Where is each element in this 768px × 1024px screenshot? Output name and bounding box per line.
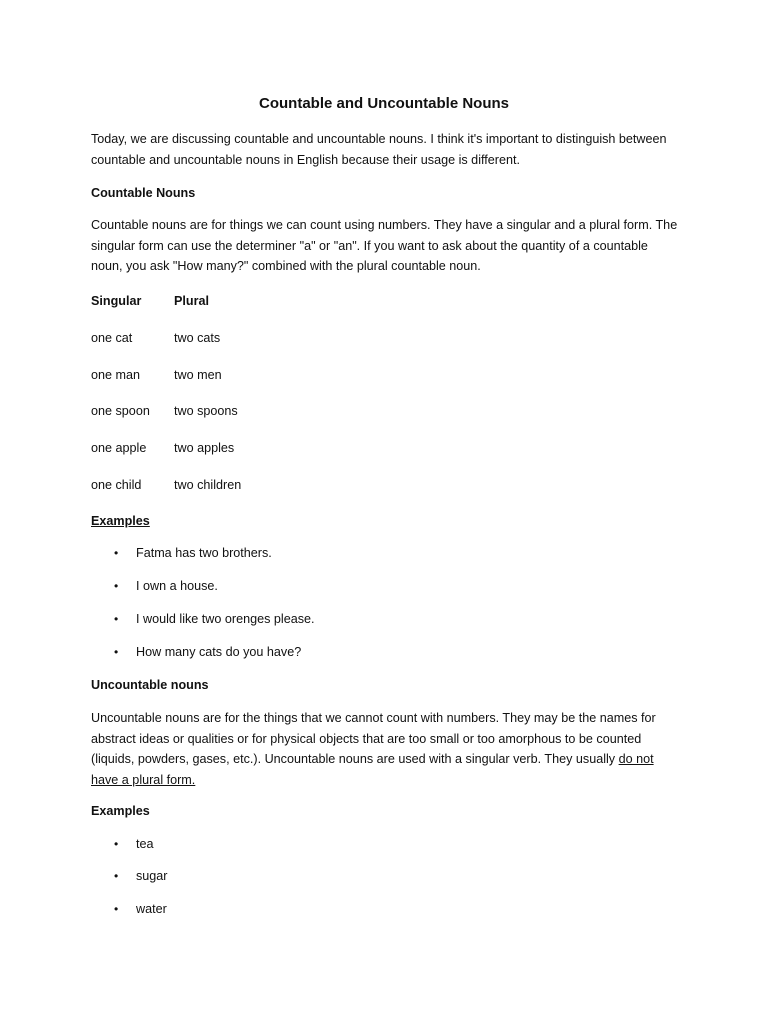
uncountable-paragraph-text: Uncountable nouns are for the things that we cannot count with numbers. They may be the names for abstract ideas or qualities or for physical objects that are too small or too amorphous to be counted (liquids, powders, gases, etc.). Uncountable nouns are used with a singular verb. They usually <box>91 711 656 766</box>
uncountable-nouns-paragraph <box>91 708 681 790</box>
uncountable-paragraph-underlined: do not have a plural form. <box>91 752 654 787</box>
list-item-text: How many cats do you have? <box>136 645 302 659</box>
table-cell-plural: two cats <box>174 331 221 345</box>
list-item-text: water <box>136 902 167 916</box>
document-title: Countable and Uncountable Nouns <box>259 95 509 112</box>
list-item-text: Fatma has two brothers. <box>136 546 272 560</box>
table-cell-plural: two men <box>174 368 222 382</box>
list-item-text: I would like two orenges please. <box>136 612 315 626</box>
examples-heading-countable: Examples <box>91 514 150 528</box>
bullet-icon: • <box>114 837 119 851</box>
table-cell-singular: one child <box>91 478 142 492</box>
bullet-icon: • <box>114 869 119 883</box>
bullet-icon: • <box>114 902 119 916</box>
list-item-text: tea <box>136 837 154 851</box>
table-cell-singular: one man <box>91 368 141 382</box>
table-cell-singular: one apple <box>91 441 147 455</box>
table-cell-plural: two spoons <box>174 404 238 418</box>
table-cell-plural: two children <box>174 478 242 492</box>
intro-paragraph: Today, we are discussing countable and uncountable nouns. I think it's important to distinguish between countable and uncountable nouns in English because their usage is different. <box>91 132 667 167</box>
table-header-singular: Singular <box>91 294 142 308</box>
uncountable-nouns-heading: Uncountable nouns <box>91 678 209 692</box>
examples-heading-uncountable: Examples <box>91 804 150 818</box>
bullet-icon: • <box>114 612 119 626</box>
table-cell-plural: two apples <box>174 441 235 455</box>
countable-nouns-heading: Countable Nouns <box>91 186 196 200</box>
list-item-text: sugar <box>136 869 168 883</box>
bullet-icon: • <box>114 645 119 659</box>
list-item-text: I own a house. <box>136 579 218 593</box>
countable-nouns-paragraph: Countable nouns are for things we can count using numbers. They have a singular and a plural form. The singular form can use the determiner "a" or "an". If you want to ask about the quantity of a countable noun, you ask "How many?" combined with the plural countable noun. <box>91 218 678 273</box>
table-cell-singular: one cat <box>91 331 133 345</box>
table-header-plural: Plural <box>174 294 209 308</box>
bullet-icon: • <box>114 579 119 593</box>
bullet-icon: • <box>114 546 119 560</box>
table-cell-singular: one spoon <box>91 404 150 418</box>
